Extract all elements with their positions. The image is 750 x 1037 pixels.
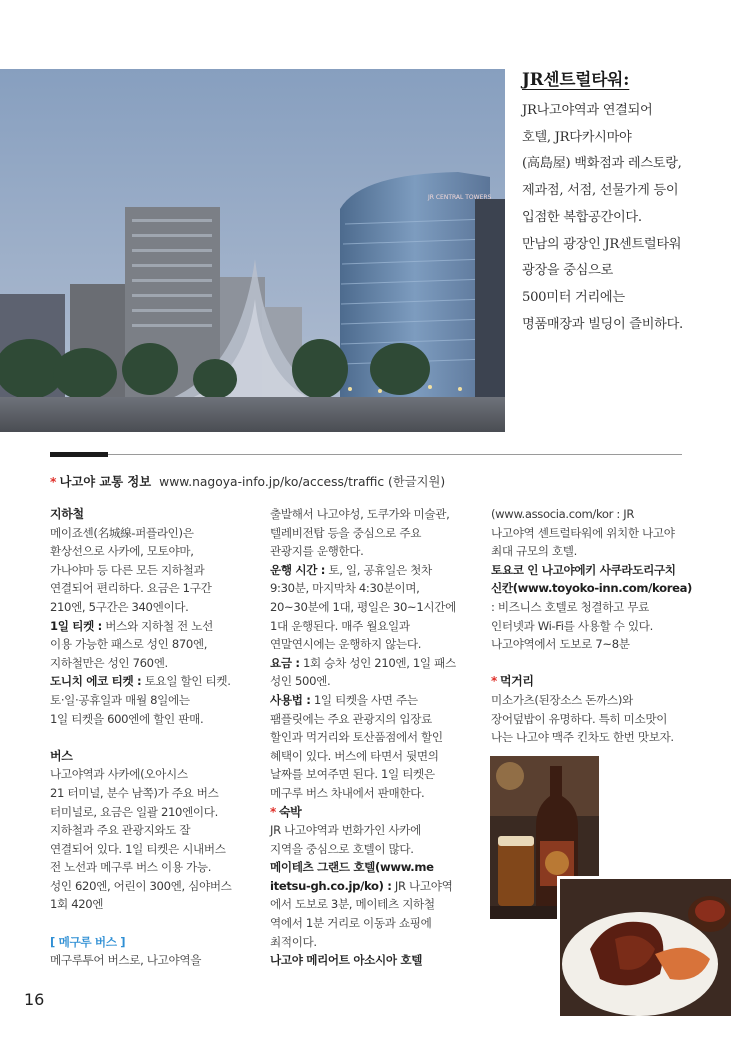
caption-line: 호텔, JR다카시마야	[522, 129, 632, 145]
text-line: 관광지를 운행한다.	[270, 544, 364, 559]
caption-line: 제과점, 서점, 선물가게 등이	[522, 183, 679, 199]
text-line: 에서 도보로 3분, 메이테츠 지하철	[270, 897, 435, 912]
spacer	[50, 914, 250, 933]
marriott-hotel-label: 나고야 메리어트 아소시아 호텔	[270, 953, 423, 968]
text-line: 할인과 먹거리와 토산품점에서 할인	[270, 730, 443, 745]
text-line: 팸플릿에는 주요 관광지의 입장료	[270, 711, 432, 726]
food-title: 먹거리	[499, 674, 534, 689]
jr-central-towers-photo	[0, 69, 505, 432]
caption-body	[522, 98, 744, 338]
caption-line: 입점한 복합공간이다.	[522, 209, 642, 225]
caption-title: JR센트럴타워:	[522, 70, 630, 89]
text-line	[50, 672, 250, 691]
star-marker: *	[50, 475, 57, 489]
spacer	[491, 654, 696, 673]
traffic-info-url[interactable]: www.nagoya-info.jp/ko/access/traffic (한글지원)	[159, 475, 446, 489]
text-line: 210엔, 5구간은 340엔이다.	[50, 599, 189, 614]
text-line: 이용 가능한 패스로 성인 870엔,	[50, 637, 208, 652]
tower-sign: JR CENTRAL TOWERS	[428, 194, 492, 201]
text-line: 미소가츠(된장소스 돈까스)와	[491, 692, 633, 707]
text-line	[270, 877, 480, 896]
text-line: 연말연시에는 운행하지 않는다.	[270, 637, 422, 652]
usage-label: 사용법 :	[270, 692, 311, 707]
text-line: 성인 620엔, 어린이 300엔, 심야버스	[50, 878, 232, 893]
column-3	[491, 505, 696, 747]
lodging-title-line	[270, 803, 480, 822]
caption-line: 만남의 광장인 JR센트럴타워	[522, 236, 682, 252]
text-line: 토, 일, 공휴일은 첫차	[325, 562, 432, 577]
text-line: 버스와 지하철 전 노선	[101, 618, 213, 633]
text-line: 연결되어 있다. 1일 티켓은 시내버스	[50, 841, 226, 856]
hours-label: 운행 시간 :	[270, 562, 326, 577]
text-line: (www.associa.com/kor : JR	[491, 507, 635, 521]
text-line: JR 나고야역과 번화가인 사카에	[270, 823, 421, 838]
fare-label: 요금 :	[270, 655, 300, 670]
text-line: 전 노선과 메구루 버스 이용 가능.	[50, 860, 212, 875]
text-line: 터미널로, 요금은 일괄 210엔이다.	[50, 804, 218, 819]
day-ticket-label: 1일 티켓 :	[50, 618, 102, 633]
text-line: 나고야역에서 도보로 7~8분	[491, 637, 630, 652]
meitetsu-hotel-label-cont: itetsu-gh.co.jp/ko) :	[270, 878, 392, 893]
caption-line: 500미터 거리에는	[522, 289, 625, 305]
text-line: 나고야역과 사카에(오아시스	[50, 767, 188, 782]
caption-line: 명품매장과 빌딩이 즐비하다.	[522, 316, 683, 332]
caption-line: JR나고야역과 연결되어	[522, 103, 653, 118]
text-line: 출발해서 나고야성, 도쿠가와 미술관,	[270, 507, 450, 521]
text-line: : 비즈니스 호텔로 청결하고 무료	[491, 599, 649, 614]
text-line: JR 나고야역	[391, 878, 453, 893]
text-line: 역에서 1분 거리로 이동과 쇼핑에	[270, 916, 432, 931]
text-line	[270, 691, 480, 710]
lodging-title: 숙박	[278, 804, 302, 819]
text-line: 나는 나고야 맥주 킨차도 한번 맛보자.	[491, 730, 674, 745]
section-divider	[50, 454, 682, 455]
text-line	[50, 617, 250, 636]
subway-title: 지하철	[50, 507, 84, 521]
text-line: 지하철만은 성인 760엔.	[50, 655, 168, 670]
text-line: 지역을 중심으로 호텔이 많다.	[270, 841, 414, 856]
text-line: 환상선으로 사카에, 모토야마,	[50, 544, 194, 559]
spacer	[50, 728, 250, 747]
text-line: 연결되어 편리하다. 요금은 1구간	[50, 581, 212, 596]
meguru-bus-title: [ 메구루 버스 ]	[50, 934, 126, 949]
section-divider-accent	[50, 452, 108, 457]
text-line: 텔레비전탑 등을 중심으로 주요	[270, 525, 422, 540]
text-line: 장어덮밥이 유명하다. 특히 미소맛이	[491, 711, 668, 726]
text-line: 메구루 버스 차내에서 판매한다.	[270, 785, 425, 800]
text-line: 나고야역 센트럴타워에 위치한 나고야	[491, 525, 675, 540]
text-line: 날짜를 보여주면 된다. 1일 티켓은	[270, 767, 435, 782]
caption-line: (高島屋) 백화점과 레스토랑,	[522, 156, 682, 172]
column-1	[50, 505, 250, 970]
toyoko-inn-label: 토요코 인 나고야에키 사쿠라도리구치	[491, 562, 676, 577]
toyoko-inn-label-cont: 신칸(www.toyoko-inn.com/korea)	[491, 581, 693, 596]
text-line	[270, 654, 480, 673]
text-line: 토요일 할인 티켓.	[141, 674, 231, 689]
text-line: 인터넷과 Wi-Fi를 사용할 수 있다.	[491, 618, 653, 633]
text-line: 20~30분에 1대, 평일은 30~1시간에	[270, 599, 456, 614]
text-line: 1회 승차 성인 210엔, 1일 패스	[299, 655, 456, 670]
text-line: 1대 운행된다. 매주 월요일과	[270, 618, 410, 633]
caption-line: 광장을 중심으로	[522, 263, 613, 279]
text-line: 최대 규모의 호텔.	[491, 544, 577, 559]
text-line: 1회 420엔	[50, 897, 104, 912]
traffic-info-header	[50, 472, 445, 490]
text-line: 혜택이 있다. 버스에 타면서 뒷면의	[270, 748, 439, 763]
text-line: 21 터미널, 분수 남쪽)가 주요 버스	[50, 785, 219, 800]
star-marker: *	[270, 804, 276, 819]
food-title-line	[491, 672, 696, 691]
eco-ticket-label: 도니치 에코 티켓 :	[50, 674, 142, 689]
text-line: 토·일·공휴일과 매월 8일에는	[50, 692, 190, 707]
star-marker: *	[491, 674, 497, 689]
text-line: 메이죠센(名城線-퍼플라인)은	[50, 525, 194, 540]
page-number: 16	[24, 990, 45, 1009]
column-2	[270, 505, 480, 970]
text-line: 1일 티켓을 사면 주는	[310, 692, 418, 707]
text-line: 최적이다.	[270, 934, 317, 949]
text-line: 9:30분, 마지막차 4:30분이며,	[270, 581, 420, 596]
meitetsu-hotel-label: 메이테츠 그랜드 호텔(www.me	[270, 860, 434, 875]
text-line: 가나야마 등 다른 모든 지하철과	[50, 562, 205, 577]
text-line: 지하철과 주요 관광지와도 잘	[50, 823, 191, 838]
text-line: 메구루투어 버스로, 나고야역을	[50, 953, 202, 968]
text-line: 1일 티켓을 600엔에 할인 판매.	[50, 711, 204, 726]
miso-katsu-photo	[557, 876, 734, 1019]
photo-caption	[522, 68, 744, 338]
text-line	[270, 561, 480, 580]
text-line: 성인 500엔.	[270, 674, 331, 689]
bus-title: 버스	[50, 748, 73, 763]
traffic-info-label: 나고야 교통 정보	[59, 475, 152, 489]
